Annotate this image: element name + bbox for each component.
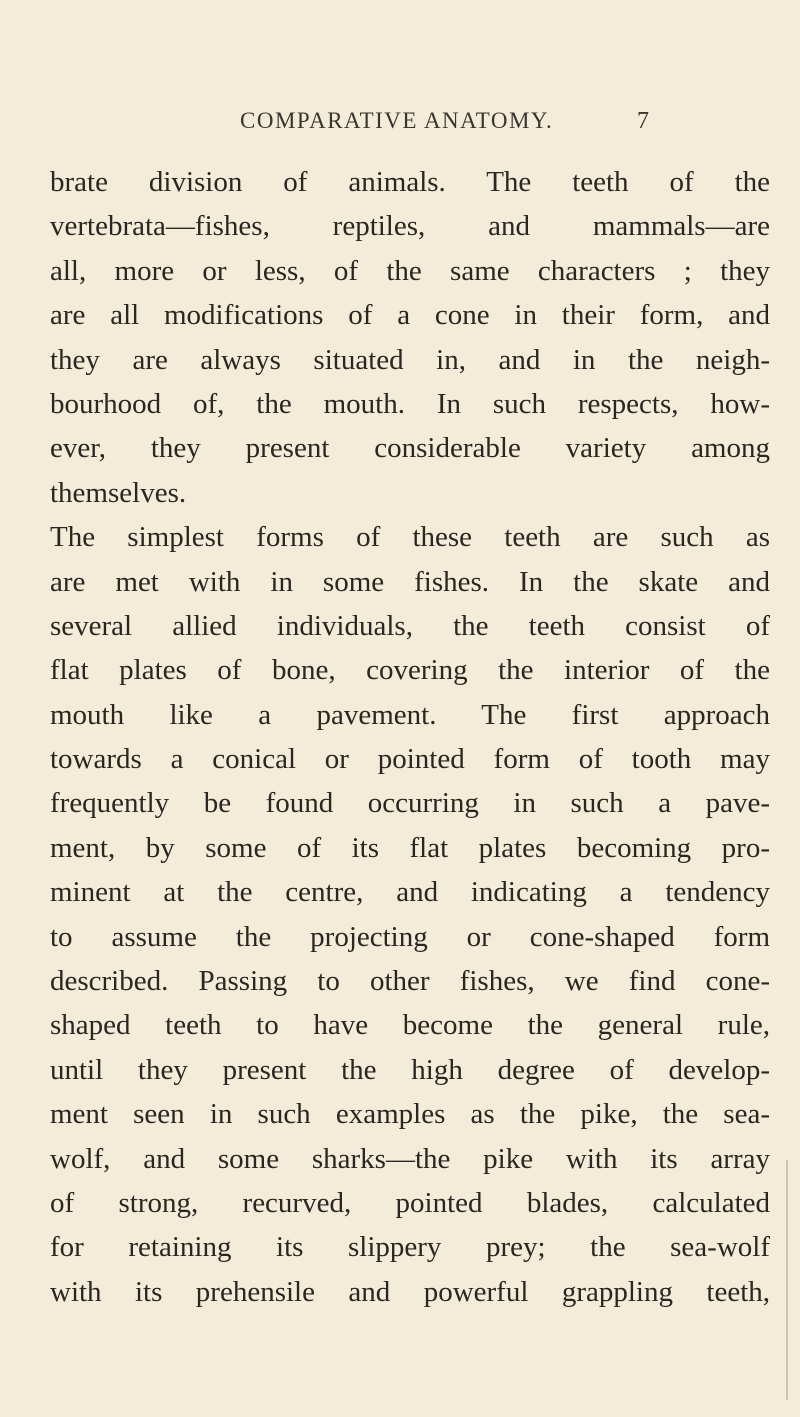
text-line: ment, by some of its flat plates becoming pro- — [50, 831, 770, 864]
running-title: COMPARATIVE ANATOMY. — [240, 108, 554, 133]
text-line: frequently be found occurring in such a pave- — [50, 787, 770, 820]
text-line: they are always situated in, and in the neigh- — [50, 343, 770, 376]
text-line: to assume the projecting or cone-shaped form — [50, 920, 770, 953]
page-edge-shadow — [786, 1160, 788, 1400]
text-line: brate division of animals. The teeth of the — [50, 166, 770, 198]
text-line: The simplest forms of these teeth are such as — [50, 521, 770, 554]
text-line: shaped teeth to have become the general rule, — [50, 1009, 770, 1042]
text-line: are met with in some fishes. In the skate and — [50, 565, 770, 598]
text-line: ment seen in such examples as the pike, the sea- — [50, 1098, 770, 1131]
text-line: themselves. — [50, 476, 187, 509]
text-line: until they present the high degree of develop- — [50, 1053, 770, 1086]
text-line: ever, they present considerable variety among — [50, 432, 770, 465]
text-line: bourhood of, the mouth. In such respects, how- — [50, 387, 770, 420]
running-head — [0, 108, 800, 142]
text-line: of strong, recurved, pointed blades, calculated — [50, 1186, 770, 1219]
text-line: all, more or less, of the same characters ; they — [50, 254, 770, 287]
text-line: for retaining its slippery prey; the sea-wolf — [50, 1231, 770, 1264]
text-line: several allied individuals, the teeth consist of — [50, 609, 770, 642]
text-line: mouth like a pavement. The first approach — [50, 698, 770, 731]
text-line: wolf, and some sharks—the pike with its array — [50, 1142, 770, 1175]
page-number: 7 — [637, 108, 649, 134]
text-line: vertebrata—fishes, reptiles, and mammals—are — [50, 210, 770, 243]
text-line: are all modifications of a cone in their form, and — [50, 299, 770, 332]
text-line: flat plates of bone, covering the interior of the — [50, 654, 770, 687]
text-line: towards a conical or pointed form of tooth may — [50, 743, 770, 776]
body-text — [50, 160, 770, 1314]
text-line: minent at the centre, and indicating a tendency — [50, 876, 770, 909]
text-line: described. Passing to other fishes, we find cone- — [50, 965, 770, 998]
text-line: with its prehensile and powerful grappling teeth, — [50, 1275, 770, 1308]
